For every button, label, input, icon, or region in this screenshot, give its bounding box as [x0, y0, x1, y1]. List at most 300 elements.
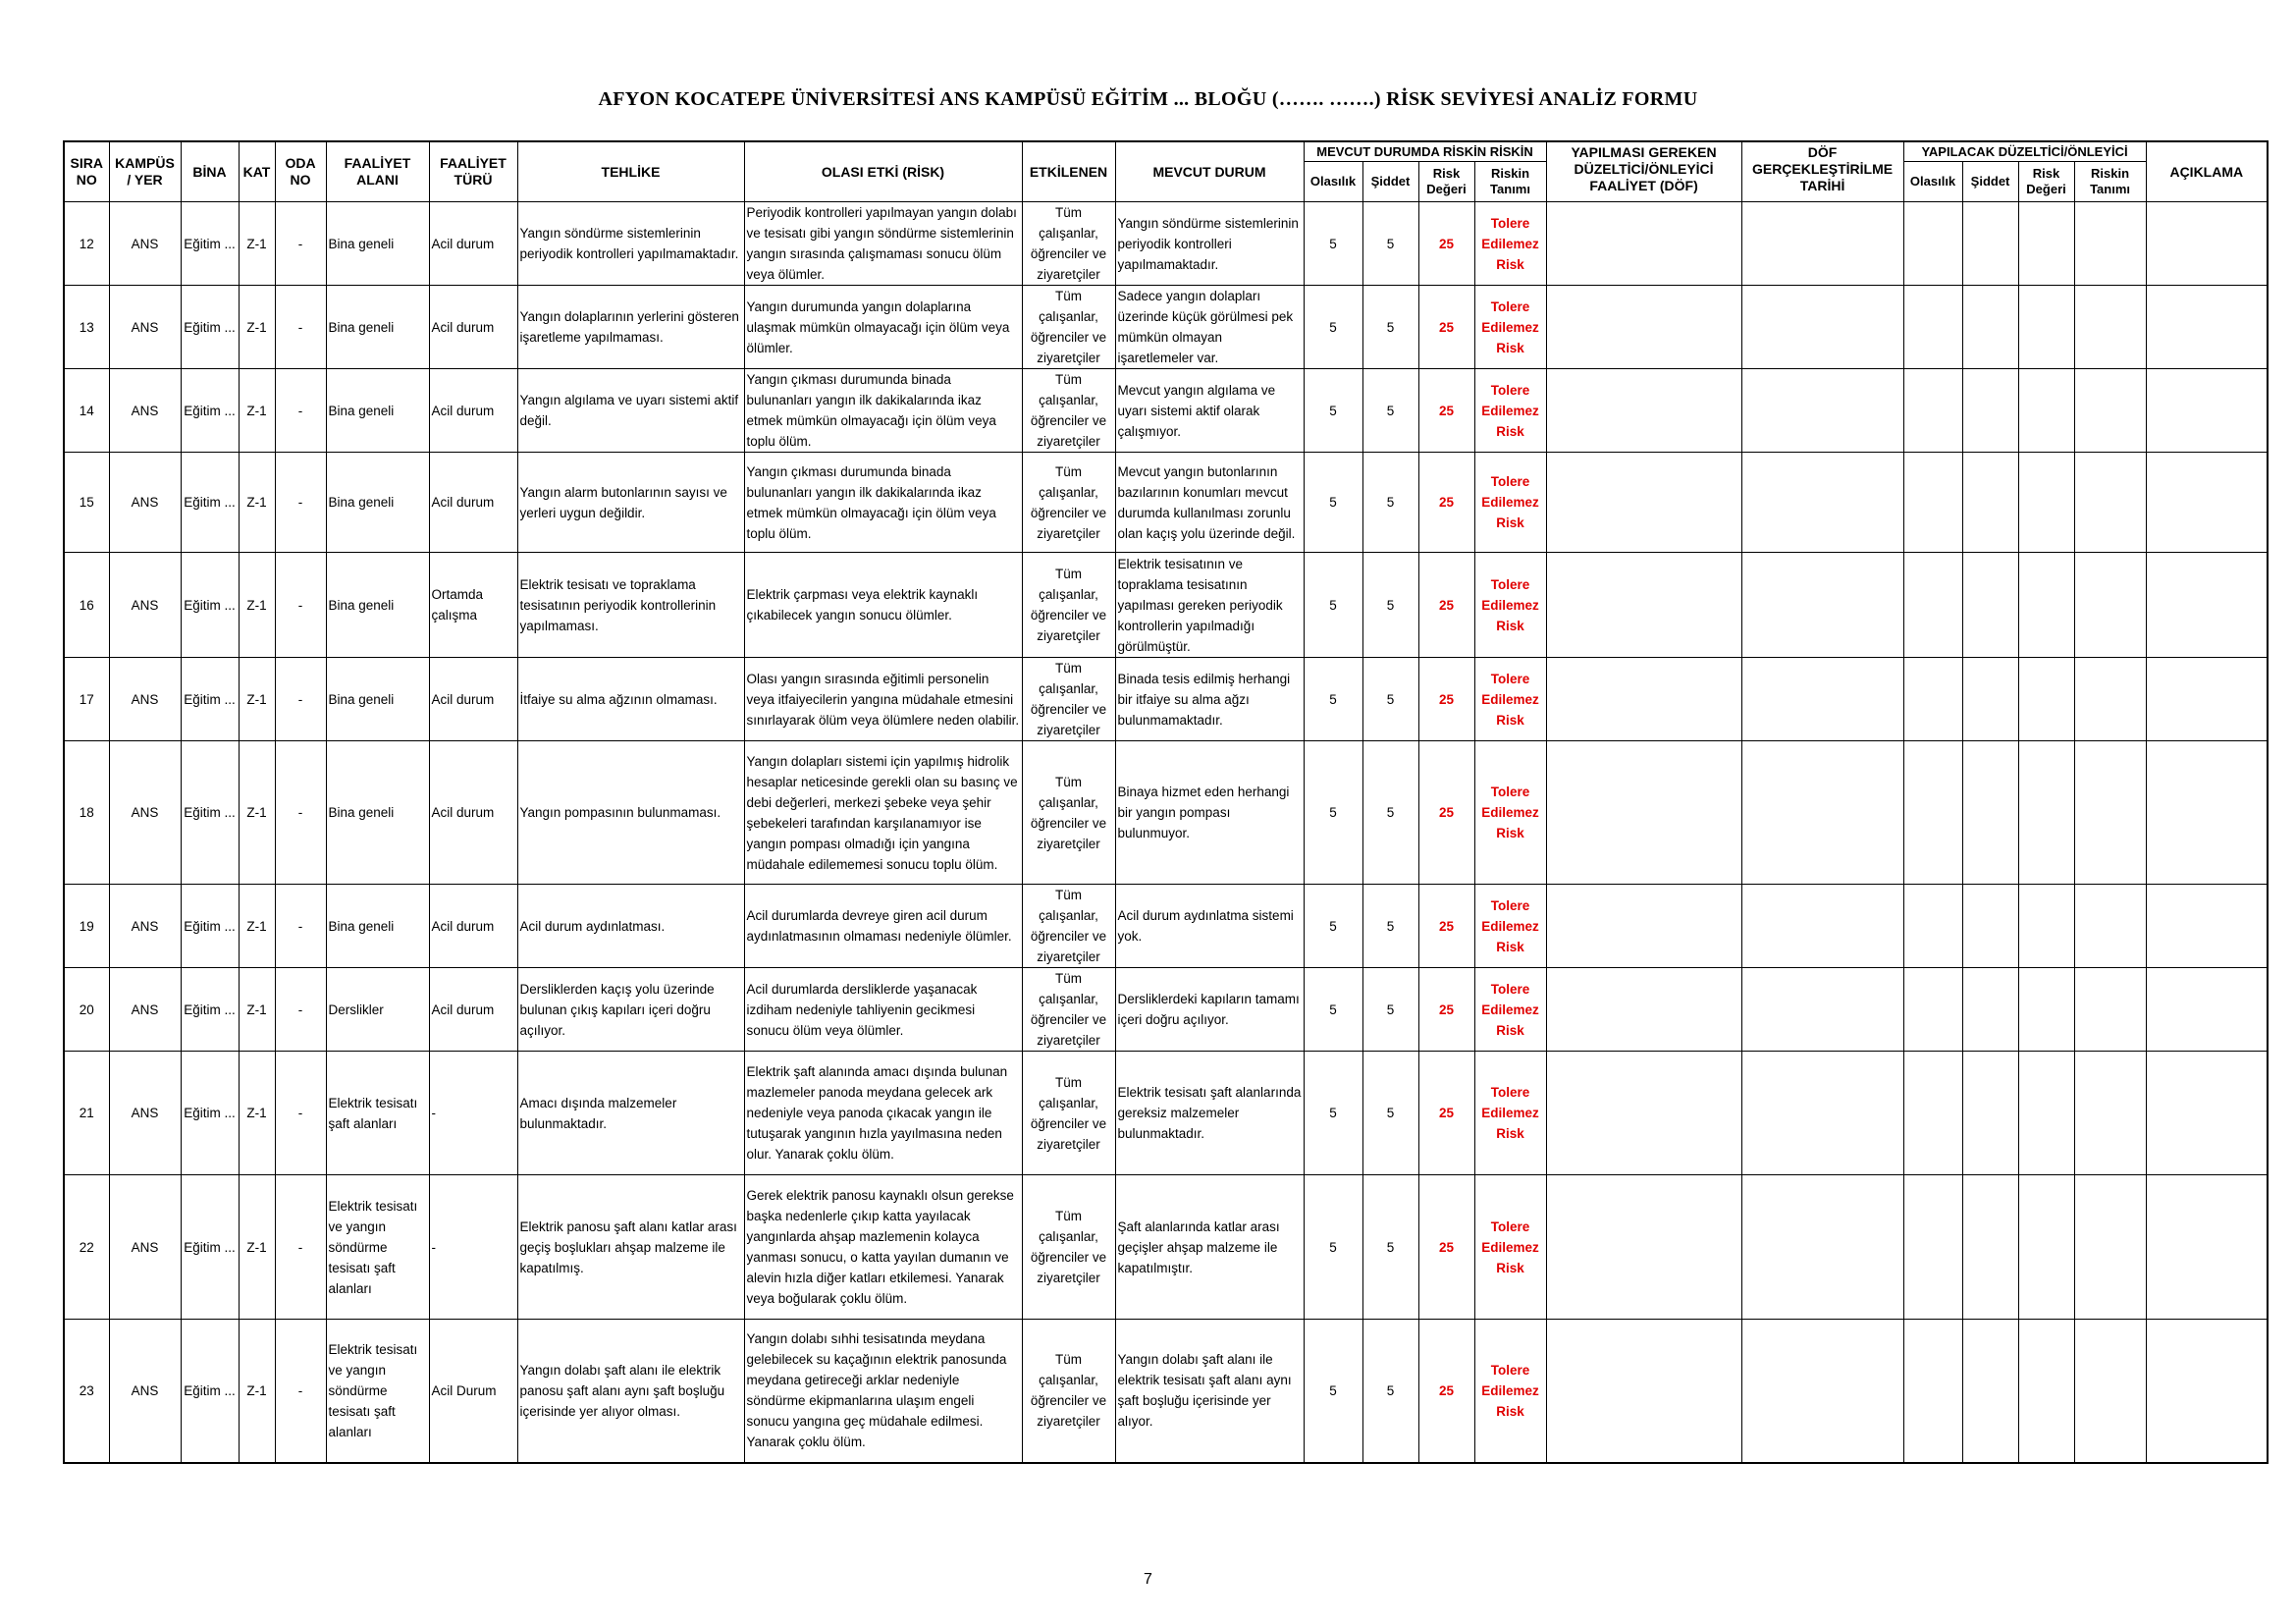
olasi-etki-cell: Yangın çıkması durumunda binada bulunanları yangın ilk dakikalarında ikaz etmek mümkün olmayacağı için ölüm veya toplu ölüm.: [744, 453, 1022, 553]
kampus-cell: ANS: [109, 658, 181, 741]
table-row: [64, 658, 2268, 741]
header-faaliyet-alani: FAALİYET ALANI: [326, 141, 429, 202]
riskin-tanimi-2-cell: [2074, 968, 2146, 1052]
riskin-tanimi-2-cell: [2074, 658, 2146, 741]
header-mevcut-group: MEVCUT DURUMDA RİSKİN RİSKİN: [1304, 141, 1546, 162]
row-number: 12: [64, 202, 109, 286]
olasi-etki-cell: Acil durumlarda devreye giren acil durum aydınlatmasının olmaması nedeniyle ölümler.: [744, 885, 1022, 968]
riskin-tanimi-cell: Tolere Edilemez Risk: [1474, 968, 1546, 1052]
risk-degeri-cell: 25: [1418, 369, 1474, 453]
yapilmasi-gereken-cell: [1546, 885, 1741, 968]
mevcut-durum-cell: Yangın dolabı şaft alanı ile elektrik tesisatı şaft alanı aynı şaft boşluğu içerisinde yer alıyor.: [1115, 1320, 1304, 1463]
kat-cell: Z-1: [239, 885, 275, 968]
faaliyet-turu-cell: Acil durum: [429, 885, 517, 968]
riskin-tanimi-cell: Tolere Edilemez Risk: [1474, 1175, 1546, 1320]
table-row: [64, 1052, 2268, 1175]
siddet-cell: 5: [1362, 968, 1418, 1052]
siddet-2-cell: [1962, 968, 2018, 1052]
olasilik-2-cell: [1903, 1175, 1962, 1320]
header-risk-degeri: Risk Değeri: [1418, 162, 1474, 202]
row-number: 23: [64, 1320, 109, 1463]
form-title: AFYON KOCATEPE ÜNİVERSİTESİ ANS KAMPÜSÜ EĞİTİM ... BLOĞU (……. …….) RİSK SEVİYESİ ANALİZ FORMU: [598, 88, 1698, 110]
dof-tarih-cell: [1741, 658, 1903, 741]
etkilenen-cell: Tüm çalışanlar, öğrenciler ve ziyaretçiler: [1022, 1175, 1115, 1320]
etkilenen-cell: Tüm çalışanlar, öğrenciler ve ziyaretçiler: [1022, 885, 1115, 968]
olasilik-cell: 5: [1304, 1320, 1362, 1463]
risk-degeri-cell: 25: [1418, 202, 1474, 286]
header-etkilenen: ETKİLENEN: [1022, 141, 1115, 202]
risk-analysis-table: [63, 140, 2269, 1464]
siddet-cell: 5: [1362, 286, 1418, 369]
olasilik-cell: 5: [1304, 369, 1362, 453]
oda-cell: -: [275, 885, 326, 968]
oda-cell: -: [275, 286, 326, 369]
aciklama-cell: [2146, 286, 2268, 369]
olasilik-2-cell: [1903, 885, 1962, 968]
mevcut-durum-cell: Şaft alanlarında katlar arası geçişler ahşap malzeme ile kapatılmıştır.: [1115, 1175, 1304, 1320]
table-row: [64, 1320, 2268, 1463]
olasi-etki-cell: Periyodik kontrolleri yapılmayan yangın dolabı ve tesisatı gibi yangın söndürme sistemlerinin yangın sırasında çalışmaması sonucu ölüm veya ölümler.: [744, 202, 1022, 286]
olasilik-2-cell: [1903, 1052, 1962, 1175]
etkilenen-cell: Tüm çalışanlar, öğrenciler ve ziyaretçiler: [1022, 741, 1115, 885]
bina-cell: Eğitim ...: [181, 369, 239, 453]
header-dof-tarih: DÖF GERÇEKLEŞTİRİLME TARİHİ: [1741, 141, 1903, 202]
kampus-cell: ANS: [109, 1052, 181, 1175]
olasilik-cell: 5: [1304, 1175, 1362, 1320]
olasilik-2-cell: [1903, 369, 1962, 453]
row-number: 17: [64, 658, 109, 741]
tehlike-cell: Amacı dışında malzemeler bulunmaktadır.: [517, 1052, 744, 1175]
risk-degeri-cell: 25: [1418, 286, 1474, 369]
etkilenen-cell: Tüm çalışanlar, öğrenciler ve ziyaretçiler: [1022, 369, 1115, 453]
dof-tarih-cell: [1741, 1052, 1903, 1175]
siddet-cell: 5: [1362, 553, 1418, 658]
siddet-2-cell: [1962, 658, 2018, 741]
oda-cell: -: [275, 202, 326, 286]
riskin-tanimi-cell: Tolere Edilemez Risk: [1474, 553, 1546, 658]
faaliyet-turu-cell: Acil durum: [429, 369, 517, 453]
olasilik-2-cell: [1903, 658, 1962, 741]
yapilmasi-gereken-cell: [1546, 1052, 1741, 1175]
header-tehlike: TEHLİKE: [517, 141, 744, 202]
faaliyet-turu-cell: -: [429, 1175, 517, 1320]
riskin-tanimi-2-cell: [2074, 202, 2146, 286]
risk-degeri-cell: 25: [1418, 968, 1474, 1052]
etkilenen-cell: Tüm çalışanlar, öğrenciler ve ziyaretçiler: [1022, 968, 1115, 1052]
header-riskin-tanimi-2: Riskin Tanımı: [2074, 162, 2146, 202]
olasilik-2-cell: [1903, 968, 1962, 1052]
etkilenen-cell: Tüm çalışanlar, öğrenciler ve ziyaretçiler: [1022, 658, 1115, 741]
olasilik-cell: 5: [1304, 286, 1362, 369]
yapilmasi-gereken-cell: [1546, 658, 1741, 741]
olasilik-cell: 5: [1304, 968, 1362, 1052]
header-mevcut-durum: MEVCUT DURUM: [1115, 141, 1304, 202]
bina-cell: Eğitim ...: [181, 453, 239, 553]
risk-degeri-2-cell: [2018, 286, 2074, 369]
row-number: 18: [64, 741, 109, 885]
table-row: [64, 741, 2268, 885]
oda-cell: -: [275, 1052, 326, 1175]
header-faaliyet-turu: FAALİYET TÜRÜ: [429, 141, 517, 202]
riskin-tanimi-2-cell: [2074, 741, 2146, 885]
yapilmasi-gereken-cell: [1546, 1320, 1741, 1463]
riskin-tanimi-cell: Tolere Edilemez Risk: [1474, 369, 1546, 453]
kat-cell: Z-1: [239, 658, 275, 741]
risk-degeri-2-cell: [2018, 369, 2074, 453]
tehlike-cell: Yangın dolabı şaft alanı ile elektrik panosu şaft alanı aynı şaft boşluğu içerisinde yer alıyor olması.: [517, 1320, 744, 1463]
kat-cell: Z-1: [239, 553, 275, 658]
mevcut-durum-cell: Elektrik tesisatının ve topraklama tesisatının yapılması gereken periyodik kontrollerin yapılmadığı görülmüştür.: [1115, 553, 1304, 658]
row-number: 22: [64, 1175, 109, 1320]
kampus-cell: ANS: [109, 553, 181, 658]
riskin-tanimi-cell: Tolere Edilemez Risk: [1474, 202, 1546, 286]
tehlike-cell: Yangın söndürme sistemlerinin periyodik kontrolleri yapılmamaktadır.: [517, 202, 744, 286]
dof-tarih-cell: [1741, 286, 1903, 369]
row-number: 15: [64, 453, 109, 553]
etkilenen-cell: Tüm çalışanlar, öğrenciler ve ziyaretçiler: [1022, 453, 1115, 553]
kampus-cell: ANS: [109, 202, 181, 286]
etkilenen-cell: Tüm çalışanlar, öğrenciler ve ziyaretçiler: [1022, 202, 1115, 286]
mevcut-durum-cell: Binada tesis edilmiş herhangi bir itfaiye su alma ağzı bulunmamaktadır.: [1115, 658, 1304, 741]
header-sira: SIRA NO: [64, 141, 109, 202]
faaliyet-alani-cell: Elektrik tesisatı ve yangın söndürme tesisatı şaft alanları: [326, 1175, 429, 1320]
faaliyet-turu-cell: Acil durum: [429, 453, 517, 553]
oda-cell: -: [275, 741, 326, 885]
faaliyet-alani-cell: Bina geneli: [326, 369, 429, 453]
kat-cell: Z-1: [239, 968, 275, 1052]
olasi-etki-cell: Acil durumlarda dersliklerde yaşanacak izdiham nedeniyle tahliyenin gecikmesi sonucu ölüm veya ölümler.: [744, 968, 1022, 1052]
tehlike-cell: Elektrik panosu şaft alanı katlar arası geçiş boşlukları ahşap malzeme ile kapatılmış.: [517, 1175, 744, 1320]
table-row: [64, 1175, 2268, 1320]
olasilik-2-cell: [1903, 741, 1962, 885]
risk-degeri-cell: 25: [1418, 453, 1474, 553]
faaliyet-alani-cell: Bina geneli: [326, 202, 429, 286]
row-number: 19: [64, 885, 109, 968]
risk-degeri-cell: 25: [1418, 1320, 1474, 1463]
yapilmasi-gereken-cell: [1546, 741, 1741, 885]
riskin-tanimi-cell: Tolere Edilemez Risk: [1474, 1052, 1546, 1175]
siddet-cell: 5: [1362, 1175, 1418, 1320]
kampus-cell: ANS: [109, 968, 181, 1052]
riskin-tanimi-cell: Tolere Edilemez Risk: [1474, 885, 1546, 968]
aciklama-cell: [2146, 553, 2268, 658]
faaliyet-alani-cell: Elektrik tesisatı şaft alanları: [326, 1052, 429, 1175]
riskin-tanimi-2-cell: [2074, 1320, 2146, 1463]
olasi-etki-cell: Elektrik çarpması veya elektrik kaynaklı çıkabilecek yangın sonucu ölümler.: [744, 553, 1022, 658]
oda-cell: -: [275, 453, 326, 553]
header-yapilmasi-gereken: YAPILMASI GEREKEN DÜZELTİCİ/ÖNLEYİCİ FAALİYET (DÖF): [1546, 141, 1741, 202]
etkilenen-cell: Tüm çalışanlar, öğrenciler ve ziyaretçiler: [1022, 286, 1115, 369]
risk-degeri-2-cell: [2018, 453, 2074, 553]
header-olasilik: Olasılık: [1304, 162, 1362, 202]
row-number: 20: [64, 968, 109, 1052]
olasilik-cell: 5: [1304, 1052, 1362, 1175]
aciklama-cell: [2146, 1320, 2268, 1463]
riskin-tanimi-2-cell: [2074, 453, 2146, 553]
aciklama-cell: [2146, 369, 2268, 453]
riskin-tanimi-cell: Tolere Edilemez Risk: [1474, 453, 1546, 553]
faaliyet-alani-cell: Elektrik tesisatı ve yangın söndürme tesisatı şaft alanları: [326, 1320, 429, 1463]
riskin-tanimi-cell: Tolere Edilemez Risk: [1474, 658, 1546, 741]
siddet-2-cell: [1962, 369, 2018, 453]
risk-degeri-2-cell: [2018, 1052, 2074, 1175]
aciklama-cell: [2146, 968, 2268, 1052]
oda-cell: -: [275, 1320, 326, 1463]
aciklama-cell: [2146, 885, 2268, 968]
faaliyet-alani-cell: Bina geneli: [326, 553, 429, 658]
row-number: 13: [64, 286, 109, 369]
riskin-tanimi-2-cell: [2074, 286, 2146, 369]
mevcut-durum-cell: Binaya hizmet eden herhangi bir yangın pompası bulunmuyor.: [1115, 741, 1304, 885]
aciklama-cell: [2146, 1052, 2268, 1175]
kat-cell: Z-1: [239, 741, 275, 885]
table-row: [64, 202, 2268, 286]
mevcut-durum-cell: Elektrik tesisatı şaft alanlarında gereksiz malzemeler bulunmaktadır.: [1115, 1052, 1304, 1175]
risk-degeri-2-cell: [2018, 658, 2074, 741]
header-kampus: KAMPÜS / YER: [109, 141, 181, 202]
risk-degeri-cell: 25: [1418, 1052, 1474, 1175]
siddet-2-cell: [1962, 885, 2018, 968]
mevcut-durum-cell: Dersliklerdeki kapıların tamamı içeri doğru açılıyor.: [1115, 968, 1304, 1052]
faaliyet-turu-cell: -: [429, 1052, 517, 1175]
dof-tarih-cell: [1741, 369, 1903, 453]
kampus-cell: ANS: [109, 369, 181, 453]
olasilik-2-cell: [1903, 1320, 1962, 1463]
table-row: [64, 369, 2268, 453]
olasi-etki-cell: Yangın dolabı sıhhi tesisatında meydana gelebilecek su kaçağının elektrik panosunda meydana getireceği arklar nedeniyle söndürme ekipmanlarına ulaşım engeli sonucu yangına geç müdahale edilmesi. Yanarak çoklu ölüm.: [744, 1320, 1022, 1463]
risk-degeri-2-cell: [2018, 968, 2074, 1052]
siddet-cell: 5: [1362, 202, 1418, 286]
header-kat: KAT: [239, 141, 275, 202]
olasi-etki-cell: Elektrik şaft alanında amacı dışında bulunan mazlemeler panoda meydana gelecek ark nedeniyle veya panoda çıkacak yangın ile tutuşarak yangının hızla yayılmasına neden olur. Yanarak çoklu ölüm.: [744, 1052, 1022, 1175]
aciklama-cell: [2146, 658, 2268, 741]
siddet-cell: 5: [1362, 369, 1418, 453]
row-number: 16: [64, 553, 109, 658]
header-siddet-2: Şiddet: [1962, 162, 2018, 202]
olasilik-cell: 5: [1304, 553, 1362, 658]
faaliyet-turu-cell: Acil durum: [429, 968, 517, 1052]
faaliyet-alani-cell: Bina geneli: [326, 741, 429, 885]
riskin-tanimi-2-cell: [2074, 369, 2146, 453]
faaliyet-alani-cell: Bina geneli: [326, 453, 429, 553]
header-siddet: Şiddet: [1362, 162, 1418, 202]
yapilmasi-gereken-cell: [1546, 553, 1741, 658]
siddet-cell: 5: [1362, 741, 1418, 885]
aciklama-cell: [2146, 1175, 2268, 1320]
bina-cell: Eğitim ...: [181, 1320, 239, 1463]
tehlike-cell: Elektrik tesisatı ve topraklama tesisatının periyodik kontrollerinin yapılmaması.: [517, 553, 744, 658]
etkilenen-cell: Tüm çalışanlar, öğrenciler ve ziyaretçiler: [1022, 1320, 1115, 1463]
risk-degeri-cell: 25: [1418, 1175, 1474, 1320]
yapilmasi-gereken-cell: [1546, 369, 1741, 453]
row-number: 14: [64, 369, 109, 453]
dof-tarih-cell: [1741, 968, 1903, 1052]
risk-degeri-2-cell: [2018, 741, 2074, 885]
risk-degeri-cell: 25: [1418, 553, 1474, 658]
bina-cell: Eğitim ...: [181, 286, 239, 369]
header-olasi-etki: OLASI ETKİ (RİSK): [744, 141, 1022, 202]
kat-cell: Z-1: [239, 369, 275, 453]
aciklama-cell: [2146, 202, 2268, 286]
bina-cell: Eğitim ...: [181, 1175, 239, 1320]
faaliyet-turu-cell: Acil durum: [429, 741, 517, 885]
olasilik-cell: 5: [1304, 453, 1362, 553]
riskin-tanimi-2-cell: [2074, 1052, 2146, 1175]
oda-cell: -: [275, 553, 326, 658]
siddet-2-cell: [1962, 741, 2018, 885]
risk-degeri-2-cell: [2018, 1175, 2074, 1320]
risk-degeri-2-cell: [2018, 553, 2074, 658]
faaliyet-alani-cell: Bina geneli: [326, 885, 429, 968]
row-number: 21: [64, 1052, 109, 1175]
table-row: [64, 885, 2268, 968]
oda-cell: -: [275, 658, 326, 741]
olasilik-cell: 5: [1304, 202, 1362, 286]
dof-tarih-cell: [1741, 202, 1903, 286]
siddet-cell: 5: [1362, 453, 1418, 553]
dof-tarih-cell: [1741, 453, 1903, 553]
siddet-2-cell: [1962, 553, 2018, 658]
faaliyet-turu-cell: Acil durum: [429, 202, 517, 286]
tehlike-cell: İtfaiye su alma ağzının olmaması.: [517, 658, 744, 741]
kat-cell: Z-1: [239, 1175, 275, 1320]
dof-tarih-cell: [1741, 1320, 1903, 1463]
siddet-2-cell: [1962, 202, 2018, 286]
aciklama-cell: [2146, 453, 2268, 553]
tehlike-cell: Yangın pompasının bulunmaması.: [517, 741, 744, 885]
riskin-tanimi-cell: Tolere Edilemez Risk: [1474, 741, 1546, 885]
bina-cell: Eğitim ...: [181, 885, 239, 968]
risk-degeri-cell: 25: [1418, 658, 1474, 741]
yapilmasi-gereken-cell: [1546, 968, 1741, 1052]
kampus-cell: ANS: [109, 885, 181, 968]
kat-cell: Z-1: [239, 453, 275, 553]
kampus-cell: ANS: [109, 741, 181, 885]
siddet-cell: 5: [1362, 1052, 1418, 1175]
table-row: [64, 968, 2268, 1052]
risk-degeri-cell: 25: [1418, 741, 1474, 885]
riskin-tanimi-2-cell: [2074, 885, 2146, 968]
bina-cell: Eğitim ...: [181, 741, 239, 885]
faaliyet-alani-cell: Derslikler: [326, 968, 429, 1052]
oda-cell: -: [275, 968, 326, 1052]
olasilik-cell: 5: [1304, 658, 1362, 741]
risk-degeri-2-cell: [2018, 885, 2074, 968]
siddet-cell: 5: [1362, 885, 1418, 968]
faaliyet-turu-cell: Acil Durum: [429, 1320, 517, 1463]
olasi-etki-cell: Olası yangın sırasında eğitimli personelin veya itfaiyecilerin yangına müdahale etmesini sınırlayarak ölüm veya ölümlere neden olabilir.: [744, 658, 1022, 741]
faaliyet-turu-cell: Acil durum: [429, 286, 517, 369]
olasilik-2-cell: [1903, 202, 1962, 286]
yapilmasi-gereken-cell: [1546, 286, 1741, 369]
kampus-cell: ANS: [109, 453, 181, 553]
tehlike-cell: Yangın algılama ve uyarı sistemi aktif değil.: [517, 369, 744, 453]
etkilenen-cell: Tüm çalışanlar, öğrenciler ve ziyaretçiler: [1022, 1052, 1115, 1175]
siddet-2-cell: [1962, 1320, 2018, 1463]
bina-cell: Eğitim ...: [181, 658, 239, 741]
siddet-2-cell: [1962, 453, 2018, 553]
kat-cell: Z-1: [239, 1320, 275, 1463]
table-row: [64, 553, 2268, 658]
faaliyet-alani-cell: Bina geneli: [326, 658, 429, 741]
siddet-2-cell: [1962, 1175, 2018, 1320]
faaliyet-turu-cell: Ortamda çalışma: [429, 553, 517, 658]
riskin-tanimi-2-cell: [2074, 1175, 2146, 1320]
kampus-cell: ANS: [109, 1320, 181, 1463]
risk-degeri-2-cell: [2018, 1320, 2074, 1463]
tehlike-cell: Yangın dolaplarının yerlerini gösteren işaretleme yapılmaması.: [517, 286, 744, 369]
dof-tarih-cell: [1741, 885, 1903, 968]
siddet-2-cell: [1962, 286, 2018, 369]
mevcut-durum-cell: Yangın söndürme sistemlerinin periyodik kontrolleri yapılmamaktadır.: [1115, 202, 1304, 286]
tehlike-cell: Acil durum aydınlatması.: [517, 885, 744, 968]
faaliyet-turu-cell: Acil durum: [429, 658, 517, 741]
bina-cell: Eğitim ...: [181, 202, 239, 286]
tehlike-cell: Dersliklerden kaçış yolu üzerinde bulunan çıkış kapıları içeri doğru açılıyor.: [517, 968, 744, 1052]
dof-tarih-cell: [1741, 741, 1903, 885]
kat-cell: Z-1: [239, 286, 275, 369]
dof-tarih-cell: [1741, 553, 1903, 658]
mevcut-durum-cell: Acil durum aydınlatma sistemi yok.: [1115, 885, 1304, 968]
siddet-2-cell: [1962, 1052, 2018, 1175]
olasilik-cell: 5: [1304, 885, 1362, 968]
table-body: [64, 202, 2268, 1463]
bina-cell: Eğitim ...: [181, 1052, 239, 1175]
tehlike-cell: Yangın alarm butonlarının sayısı ve yerleri uygun değildir.: [517, 453, 744, 553]
riskin-tanimi-cell: Tolere Edilemez Risk: [1474, 286, 1546, 369]
olasi-etki-cell: Gerek elektrik panosu kaynaklı olsun gerekse başka nedenlerle çıkıp katta yayılacak yangınlarda ahşap mazlemenin kolayca yanması sonucu, o katta yayılan dumanın ve alevin hızla diğer katları etkilemesi. Yanarak veya boğularak çoklu ölüm.: [744, 1175, 1022, 1320]
page-number: 7: [1144, 1571, 1152, 1588]
table-row: [64, 453, 2268, 553]
header-risk-degeri-2: Risk Değeri: [2018, 162, 2074, 202]
mevcut-durum-cell: Mevcut yangın butonlarının bazılarının konumları mevcut durumda kullanılması zorunlu olan kaçış yolu üzerinde değil.: [1115, 453, 1304, 553]
olasilik-2-cell: [1903, 553, 1962, 658]
yapilmasi-gereken-cell: [1546, 202, 1741, 286]
dof-tarih-cell: [1741, 1175, 1903, 1320]
olasilik-2-cell: [1903, 286, 1962, 369]
oda-cell: -: [275, 1175, 326, 1320]
aciklama-cell: [2146, 741, 2268, 885]
riskin-tanimi-2-cell: [2074, 553, 2146, 658]
kat-cell: Z-1: [239, 202, 275, 286]
header-riskin-tanimi: Riskin Tanımı: [1474, 162, 1546, 202]
olasi-etki-cell: Yangın dolapları sistemi için yapılmış hidrolik hesaplar neticesinde gerekli olan su basınç ve debi değerleri, merkezi şebeke veya şehir şebekeleri tarafından karşılanamıyor ise yangın pompası olmadığı için yangına müdahale edilememesi sonucu toplu ölüm.: [744, 741, 1022, 885]
bina-cell: Eğitim ...: [181, 968, 239, 1052]
faaliyet-alani-cell: Bina geneli: [326, 286, 429, 369]
etkilenen-cell: Tüm çalışanlar, öğrenciler ve ziyaretçiler: [1022, 553, 1115, 658]
bina-cell: Eğitim ...: [181, 553, 239, 658]
olasilik-2-cell: [1903, 453, 1962, 553]
oda-cell: -: [275, 369, 326, 453]
siddet-cell: 5: [1362, 1320, 1418, 1463]
mevcut-durum-cell: Mevcut yangın algılama ve uyarı sistemi aktif olarak çalışmıyor.: [1115, 369, 1304, 453]
mevcut-durum-cell: Sadece yangın dolapları üzerinde küçük görülmesi pek mümkün olmayan işaretlemeler var.: [1115, 286, 1304, 369]
risk-degeri-cell: 25: [1418, 885, 1474, 968]
siddet-cell: 5: [1362, 658, 1418, 741]
kampus-cell: ANS: [109, 1175, 181, 1320]
riskin-tanimi-cell: Tolere Edilemez Risk: [1474, 1320, 1546, 1463]
yapilmasi-gereken-cell: [1546, 1175, 1741, 1320]
yapilmasi-gereken-cell: [1546, 453, 1741, 553]
kampus-cell: ANS: [109, 286, 181, 369]
olasilik-cell: 5: [1304, 741, 1362, 885]
kat-cell: Z-1: [239, 1052, 275, 1175]
header-oda: ODA NO: [275, 141, 326, 202]
olasi-etki-cell: Yangın durumunda yangın dolaplarına ulaşmak mümkün olmayacağı için ölüm veya ölümler.: [744, 286, 1022, 369]
header-olasilik-2: Olasılık: [1903, 162, 1962, 202]
header-yapilacak-group: YAPILACAK DÜZELTİCİ/ÖNLEYİCİ: [1903, 141, 2146, 162]
header-bina: BİNA: [181, 141, 239, 202]
